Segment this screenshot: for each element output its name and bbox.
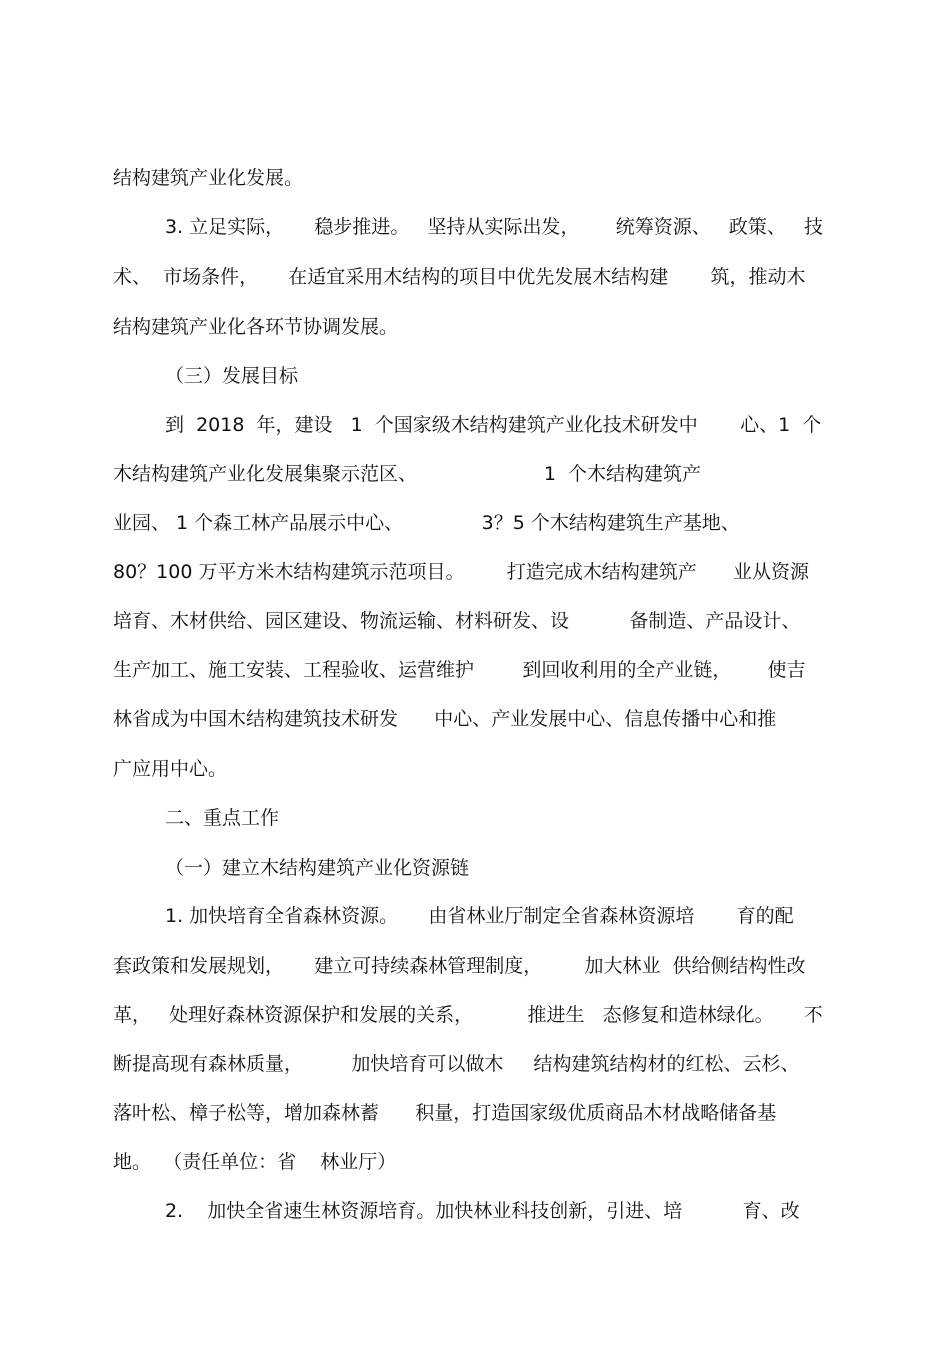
text-line: 落叶松、樟子松等，增加森林蓄 积量，打造国家级优质商品木材战略储备基	[113, 1102, 777, 1124]
text-line: 1. 加快培育全省森林资源。 由省林业厅制定全省森林资源培 育的配	[165, 905, 794, 927]
text-line: 革， 处理好森林资源保护和发展的关系， 推进生 态修复和造林绿化。 不	[113, 1004, 823, 1026]
section-heading: （一）建立木结构建筑产业化资源链	[165, 857, 470, 879]
section-heading: 二、重点工作	[165, 807, 280, 829]
text-line: 林省成为中国木结构建筑技术研发 中心、产业发展中心、信息传播中心和推	[113, 708, 777, 730]
text-line: 生产加工、施工安装、工程验收、运营维护 到回收利用的全产业链， 使吉	[113, 659, 806, 681]
text-line: 业园、 1 个森工林产品展示中心、 3？5 个木结构建筑生产基地、	[113, 512, 740, 534]
section-heading: （三）发展目标	[165, 365, 299, 387]
text-line: 地。 （责任单位：省 林业厅）	[113, 1151, 397, 1173]
text-line: 术、 市场条件， 在适宜采用木结构的项目中优先发展木结构建 筑，推动木	[113, 266, 806, 288]
text-line: 3. 立足实际， 稳步推进。 坚持从实际出发， 统筹资源、 政策、 技	[165, 216, 823, 238]
text-line: 到 2018 年，建设 1 个国家级木结构建筑产业化技术研发中 心、1 个	[165, 414, 822, 436]
text-line: 套政策和发展规划， 建立可持续森林管理制度， 加大林业 供给侧结构性改	[113, 955, 806, 977]
text-line: 断提高现有森林质量， 加快培育可以做木 结构建筑结构材的红松、云杉、	[113, 1053, 800, 1075]
text-line: 结构建筑产业化发展。	[113, 167, 304, 189]
text-line: 结构建筑产业化各环节协调发展。	[113, 316, 399, 338]
text-line: 广应用中心。	[113, 758, 228, 780]
text-line: 2. 加快全省速生林资源培育。加快林业科技创新，引进、培 育、改	[165, 1200, 800, 1222]
text-line: 培育、木材供给、园区建设、物流运输、材料研发、设 备制造、产品设计、	[113, 610, 801, 632]
text-line: 80？100 万平方米木结构建筑示范项目。 打造完成木结构建筑产 业从资源	[113, 561, 809, 583]
text-line: 木结构建筑产业化发展集聚示范区、 1 个木结构建筑产	[113, 463, 701, 485]
